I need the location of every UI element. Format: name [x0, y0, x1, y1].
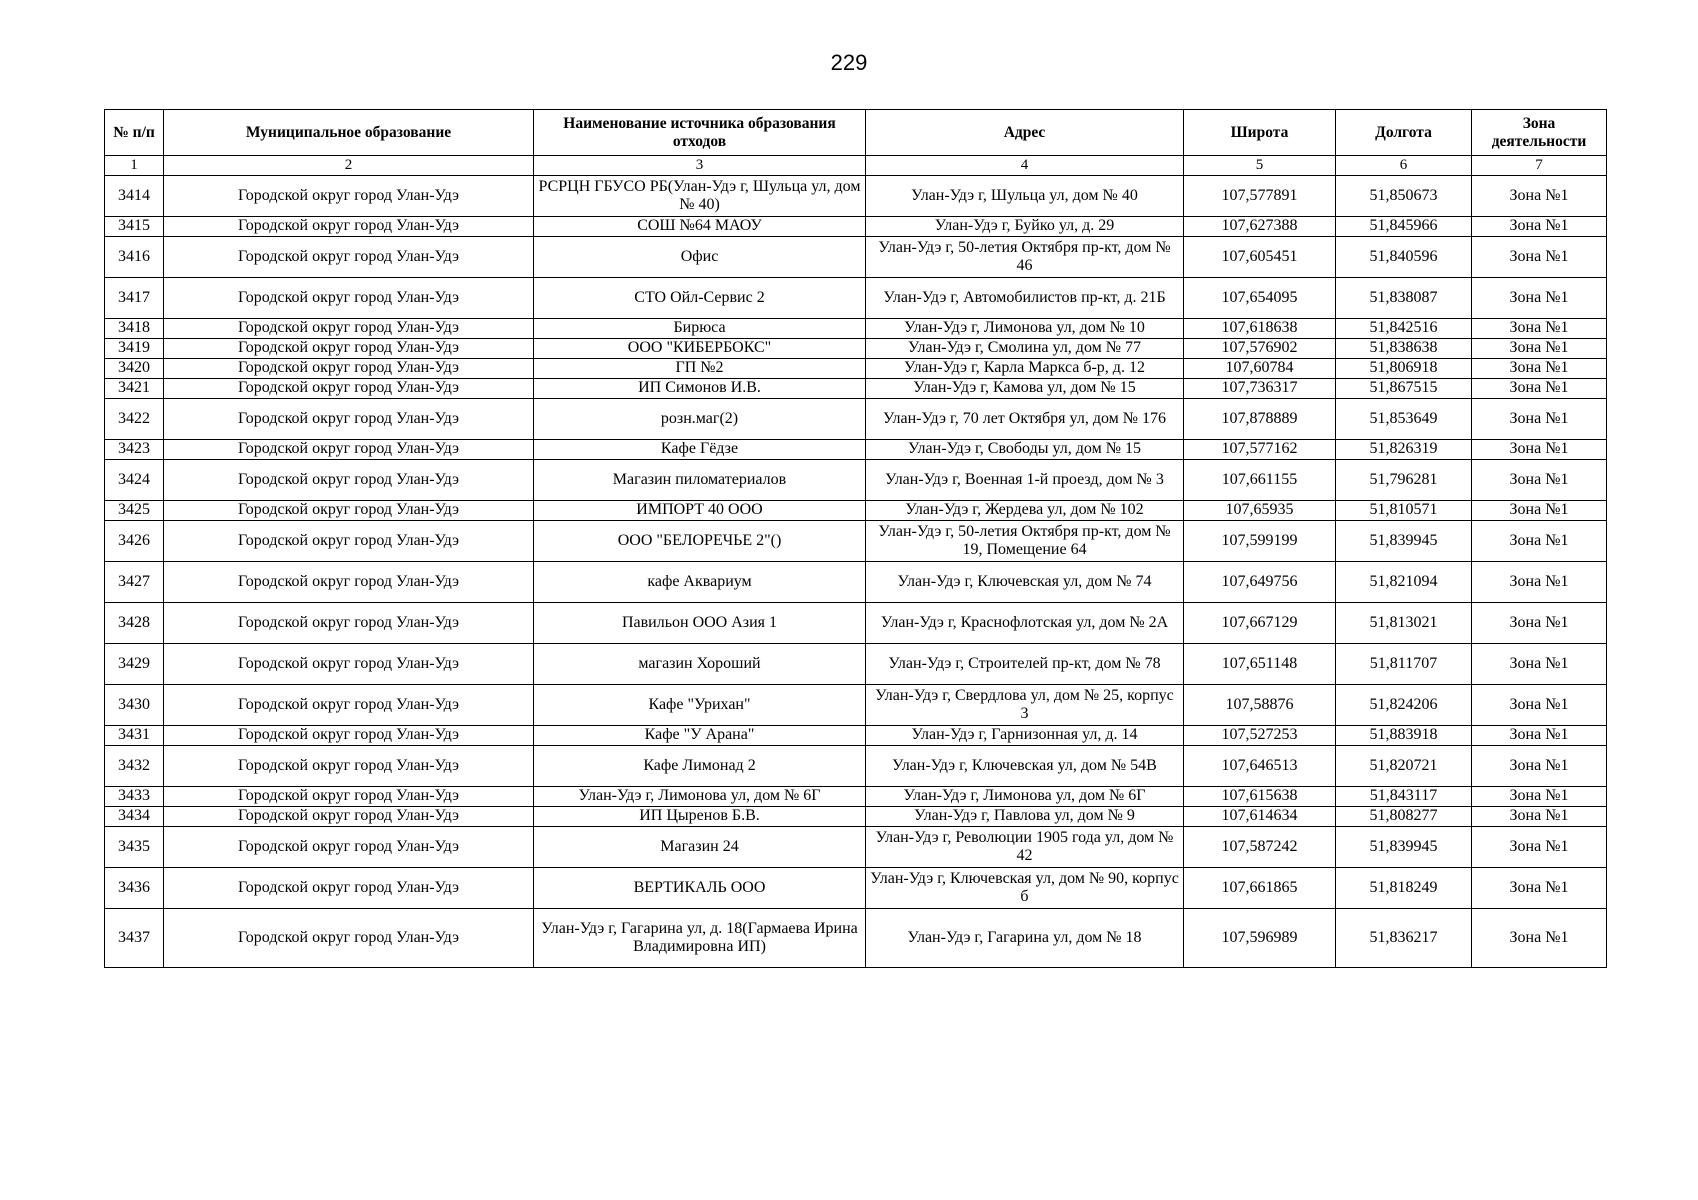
municipality-cell: Городской округ город Улан-Удэ	[164, 237, 534, 278]
municipality-cell: Городской округ город Улан-Удэ	[164, 868, 534, 909]
municipality-cell: Городской округ город Улан-Удэ	[164, 339, 534, 359]
zone-cell: Зона №1	[1472, 521, 1607, 562]
longitude-cell: 51,806918	[1336, 359, 1472, 379]
municipality-cell: Городской округ город Улан-Удэ	[164, 440, 534, 460]
table-row	[105, 868, 1607, 909]
row-number-cell: 3429	[105, 644, 164, 685]
source-cell: ГП №2	[534, 359, 866, 379]
row-number-cell: 3415	[105, 217, 164, 237]
header-cell: Муниципальное образование	[164, 110, 534, 156]
address-cell: Улан-Удэ г, Жердева ул, дом № 102	[866, 501, 1184, 521]
table-row	[105, 379, 1607, 399]
header-cell: № п/п	[105, 110, 164, 156]
longitude-cell: 51,836217	[1336, 909, 1472, 968]
longitude-cell: 51,826319	[1336, 440, 1472, 460]
zone-cell: Зона №1	[1472, 685, 1607, 726]
longitude-cell: 51,808277	[1336, 807, 1472, 827]
column-number: 1	[105, 156, 164, 176]
latitude-cell: 107,587242	[1184, 827, 1336, 868]
longitude-cell: 51,838638	[1336, 339, 1472, 359]
column-number: 5	[1184, 156, 1336, 176]
address-cell: Улан-Удэ г, Свердлова ул, дом № 25, корпус 3	[866, 685, 1184, 726]
table-row	[105, 440, 1607, 460]
row-number-cell: 3414	[105, 176, 164, 217]
row-number-cell: 3416	[105, 237, 164, 278]
row-number-cell: 3436	[105, 868, 164, 909]
latitude-cell: 107,649756	[1184, 562, 1336, 603]
source-cell: ИП Симонов И.В.	[534, 379, 866, 399]
source-cell: РСРЦН ГБУСО РБ(Улан-Удэ г, Шульца ул, дом № 40)	[534, 176, 866, 217]
address-cell: Улан-Удэ г, Строителей пр-кт, дом № 78	[866, 644, 1184, 685]
table-row	[105, 827, 1607, 868]
longitude-cell: 51,818249	[1336, 868, 1472, 909]
latitude-cell: 107,736317	[1184, 379, 1336, 399]
table-row	[105, 176, 1607, 217]
latitude-cell: 107,65935	[1184, 501, 1336, 521]
row-number-cell: 3428	[105, 603, 164, 644]
row-number-cell: 3424	[105, 460, 164, 501]
zone-cell: Зона №1	[1472, 176, 1607, 217]
header-cell: Адрес	[866, 110, 1184, 156]
municipality-cell: Городской округ город Улан-Удэ	[164, 562, 534, 603]
source-cell: СТО Ойл-Сервис 2	[534, 278, 866, 319]
address-cell: Улан-Удэ г, Лимонова ул, дом № 6Г	[866, 787, 1184, 807]
longitude-cell: 51,850673	[1336, 176, 1472, 217]
row-number-cell: 3433	[105, 787, 164, 807]
longitude-cell: 51,796281	[1336, 460, 1472, 501]
source-cell: Магазин 24	[534, 827, 866, 868]
source-cell: Кафе "Урихан"	[534, 685, 866, 726]
row-number-cell: 3422	[105, 399, 164, 440]
table-row	[105, 603, 1607, 644]
zone-cell: Зона №1	[1472, 827, 1607, 868]
latitude-cell: 107,646513	[1184, 746, 1336, 787]
latitude-cell: 107,60784	[1184, 359, 1336, 379]
table-row	[105, 746, 1607, 787]
source-cell: ООО "КИБЕРБОКС"	[534, 339, 866, 359]
zone-cell: Зона №1	[1472, 787, 1607, 807]
address-cell: Улан-Удэ г, Камова ул, дом № 15	[866, 379, 1184, 399]
header-cell: Долгота	[1336, 110, 1472, 156]
source-cell: Улан-Удэ г, Лимонова ул, дом № 6Г	[534, 787, 866, 807]
municipality-cell: Городской округ город Улан-Удэ	[164, 726, 534, 746]
address-cell: Улан-Удэ г, Шульца ул, дом № 40	[866, 176, 1184, 217]
source-cell: Павильон ООО Азия 1	[534, 603, 866, 644]
address-cell: Улан-Удэ г, Автомобилистов пр-кт, д. 21Б	[866, 278, 1184, 319]
latitude-cell: 107,661155	[1184, 460, 1336, 501]
latitude-cell: 107,577891	[1184, 176, 1336, 217]
address-cell: Улан-Удэ г, Лимонова ул, дом № 10	[866, 319, 1184, 339]
source-cell: Кафе Лимонад 2	[534, 746, 866, 787]
source-cell: ИМПОРТ 40 ООО	[534, 501, 866, 521]
table-row	[105, 501, 1607, 521]
row-number-cell: 3427	[105, 562, 164, 603]
longitude-cell: 51,810571	[1336, 501, 1472, 521]
row-number-cell: 3421	[105, 379, 164, 399]
municipality-cell: Городской округ город Улан-Удэ	[164, 685, 534, 726]
latitude-cell: 107,618638	[1184, 319, 1336, 339]
latitude-cell: 107,605451	[1184, 237, 1336, 278]
table-row	[105, 521, 1607, 562]
zone-cell: Зона №1	[1472, 868, 1607, 909]
row-number-cell: 3419	[105, 339, 164, 359]
column-number: 2	[164, 156, 534, 176]
zone-cell: Зона №1	[1472, 278, 1607, 319]
zone-cell: Зона №1	[1472, 603, 1607, 644]
zone-cell: Зона №1	[1472, 440, 1607, 460]
longitude-cell: 51,853649	[1336, 399, 1472, 440]
zone-cell: Зона №1	[1472, 746, 1607, 787]
longitude-cell: 51,839945	[1336, 521, 1472, 562]
address-cell: Улан-Удэ г, Ключевская ул, дом № 54В	[866, 746, 1184, 787]
municipality-cell: Городской округ город Улан-Удэ	[164, 787, 534, 807]
longitude-cell: 51,838087	[1336, 278, 1472, 319]
municipality-cell: Городской округ город Улан-Удэ	[164, 644, 534, 685]
source-cell: Кафе "У Арана"	[534, 726, 866, 746]
source-cell: СОШ №64 МАОУ	[534, 217, 866, 237]
latitude-cell: 107,651148	[1184, 644, 1336, 685]
longitude-cell: 51,843117	[1336, 787, 1472, 807]
address-cell: Улан-Удэ г, Гагарина ул, дом № 18	[866, 909, 1184, 968]
municipality-cell: Городской округ город Улан-Удэ	[164, 319, 534, 339]
source-cell: ВЕРТИКАЛЬ ООО	[534, 868, 866, 909]
municipality-cell: Городской округ город Улан-Удэ	[164, 603, 534, 644]
municipality-cell: Городской округ город Улан-Удэ	[164, 176, 534, 217]
latitude-cell: 107,527253	[1184, 726, 1336, 746]
source-cell: Улан-Удэ г, Гагарина ул, д. 18(Гармаева Ирина Владимировна ИП)	[534, 909, 866, 968]
address-cell: Улан-Удэ г, Ключевская ул, дом № 74	[866, 562, 1184, 603]
longitude-cell: 51,813021	[1336, 603, 1472, 644]
longitude-cell: 51,867515	[1336, 379, 1472, 399]
latitude-cell: 107,661865	[1184, 868, 1336, 909]
address-cell: Улан-Удэ г, Краснофлотская ул, дом № 2А	[866, 603, 1184, 644]
municipality-cell: Городской округ город Улан-Удэ	[164, 359, 534, 379]
source-cell: кафе Аквариум	[534, 562, 866, 603]
row-number-cell: 3425	[105, 501, 164, 521]
zone-cell: Зона №1	[1472, 217, 1607, 237]
zone-cell: Зона №1	[1472, 319, 1607, 339]
zone-cell: Зона №1	[1472, 379, 1607, 399]
latitude-cell: 107,615638	[1184, 787, 1336, 807]
address-cell: Улан-Удэ г, Революции 1905 года ул, дом № 42	[866, 827, 1184, 868]
latitude-cell: 107,58876	[1184, 685, 1336, 726]
address-cell: Улан-Удэ г, Буйко ул, д. 29	[866, 217, 1184, 237]
address-cell: Улан-Удэ г, 70 лет Октября ул, дом № 176	[866, 399, 1184, 440]
row-number-cell: 3432	[105, 746, 164, 787]
column-number: 4	[866, 156, 1184, 176]
address-cell: Улан-Удэ г, Военная 1-й проезд, дом № 3	[866, 460, 1184, 501]
zone-cell: Зона №1	[1472, 460, 1607, 501]
table-row	[105, 399, 1607, 440]
latitude-cell: 107,576902	[1184, 339, 1336, 359]
header-row	[105, 110, 1607, 156]
table-row	[105, 807, 1607, 827]
row-number-cell: 3423	[105, 440, 164, 460]
table-row	[105, 644, 1607, 685]
waste-sources-table	[104, 109, 1607, 968]
address-cell: Улан-Удэ г, Гарнизонная ул, д. 14	[866, 726, 1184, 746]
table-row	[105, 726, 1607, 746]
address-cell: Улан-Удэ г, 50-летия Октября пр-кт, дом № 46	[866, 237, 1184, 278]
source-cell: магазин Хороший	[534, 644, 866, 685]
row-number-cell: 3434	[105, 807, 164, 827]
latitude-cell: 107,627388	[1184, 217, 1336, 237]
row-number-cell: 3435	[105, 827, 164, 868]
municipality-cell: Городской округ город Улан-Удэ	[164, 746, 534, 787]
longitude-cell: 51,811707	[1336, 644, 1472, 685]
longitude-cell: 51,821094	[1336, 562, 1472, 603]
row-number-cell: 3430	[105, 685, 164, 726]
source-cell: ООО "БЕЛОРЕЧЬЕ 2"()	[534, 521, 866, 562]
latitude-cell: 107,596989	[1184, 909, 1336, 968]
address-cell: Улан-Удэ г, Ключевская ул, дом № 90, корпус б	[866, 868, 1184, 909]
table-row	[105, 359, 1607, 379]
zone-cell: Зона №1	[1472, 399, 1607, 440]
column-number: 3	[534, 156, 866, 176]
zone-cell: Зона №1	[1472, 726, 1607, 746]
table-row	[105, 217, 1607, 237]
table-row	[105, 787, 1607, 807]
municipality-cell: Городской округ город Улан-Удэ	[164, 379, 534, 399]
address-cell: Улан-Удэ г, Смолина ул, дом № 77	[866, 339, 1184, 359]
row-number-cell: 3418	[105, 319, 164, 339]
page-number: 229	[830, 50, 868, 75]
table-row	[105, 278, 1607, 319]
latitude-cell: 107,667129	[1184, 603, 1336, 644]
table-row	[105, 339, 1607, 359]
longitude-cell: 51,820721	[1336, 746, 1472, 787]
table-row	[105, 909, 1607, 968]
longitude-cell: 51,840596	[1336, 237, 1472, 278]
zone-cell: Зона №1	[1472, 237, 1607, 278]
table-row	[105, 562, 1607, 603]
longitude-cell: 51,842516	[1336, 319, 1472, 339]
latitude-cell: 107,599199	[1184, 521, 1336, 562]
table-row	[105, 685, 1607, 726]
longitude-cell: 51,824206	[1336, 685, 1472, 726]
table-row	[105, 319, 1607, 339]
municipality-cell: Городской округ город Улан-Удэ	[164, 217, 534, 237]
zone-cell: Зона №1	[1472, 644, 1607, 685]
table-row	[105, 460, 1607, 501]
zone-cell: Зона №1	[1472, 501, 1607, 521]
address-cell: Улан-Удэ г, Карла Маркса б-р, д. 12	[866, 359, 1184, 379]
zone-cell: Зона №1	[1472, 359, 1607, 379]
municipality-cell: Городской округ город Улан-Удэ	[164, 501, 534, 521]
municipality-cell: Городской округ город Улан-Удэ	[164, 521, 534, 562]
header-cell: Широта	[1184, 110, 1336, 156]
source-cell: Магазин пиломатериалов	[534, 460, 866, 501]
longitude-cell: 51,839945	[1336, 827, 1472, 868]
column-number: 6	[1336, 156, 1472, 176]
source-cell: Офис	[534, 237, 866, 278]
row-number-cell: 3420	[105, 359, 164, 379]
row-number-cell: 3437	[105, 909, 164, 968]
municipality-cell: Городской округ город Улан-Удэ	[164, 399, 534, 440]
row-number-cell: 3417	[105, 278, 164, 319]
row-number-cell: 3426	[105, 521, 164, 562]
address-cell: Улан-Удэ г, Павлова ул, дом № 9	[866, 807, 1184, 827]
source-cell: ИП Цыренов Б.В.	[534, 807, 866, 827]
address-cell: Улан-Удэ г, 50-летия Октября пр-кт, дом № 19, Помещение 64	[866, 521, 1184, 562]
municipality-cell: Городской округ город Улан-Удэ	[164, 827, 534, 868]
latitude-cell: 107,878889	[1184, 399, 1336, 440]
header-cell: Зона деятельности	[1472, 110, 1607, 156]
source-cell: Кафе Гёдзе	[534, 440, 866, 460]
zone-cell: Зона №1	[1472, 909, 1607, 968]
zone-cell: Зона №1	[1472, 562, 1607, 603]
zone-cell: Зона №1	[1472, 807, 1607, 827]
latitude-cell: 107,577162	[1184, 440, 1336, 460]
table-row	[105, 237, 1607, 278]
longitude-cell: 51,845966	[1336, 217, 1472, 237]
header-cell: Наименование источника образования отходов	[534, 110, 866, 156]
longitude-cell: 51,883918	[1336, 726, 1472, 746]
address-cell: Улан-Удэ г, Свободы ул, дом № 15	[866, 440, 1184, 460]
municipality-cell: Городской округ город Улан-Удэ	[164, 807, 534, 827]
municipality-cell: Городской округ город Улан-Удэ	[164, 278, 534, 319]
column-number: 7	[1472, 156, 1607, 176]
zone-cell: Зона №1	[1472, 339, 1607, 359]
municipality-cell: Городской округ город Улан-Удэ	[164, 460, 534, 501]
column-number-row	[105, 156, 1607, 176]
municipality-cell: Городской округ город Улан-Удэ	[164, 909, 534, 968]
latitude-cell: 107,654095	[1184, 278, 1336, 319]
source-cell: розн.маг(2)	[534, 399, 866, 440]
row-number-cell: 3431	[105, 726, 164, 746]
latitude-cell: 107,614634	[1184, 807, 1336, 827]
source-cell: Бирюса	[534, 319, 866, 339]
